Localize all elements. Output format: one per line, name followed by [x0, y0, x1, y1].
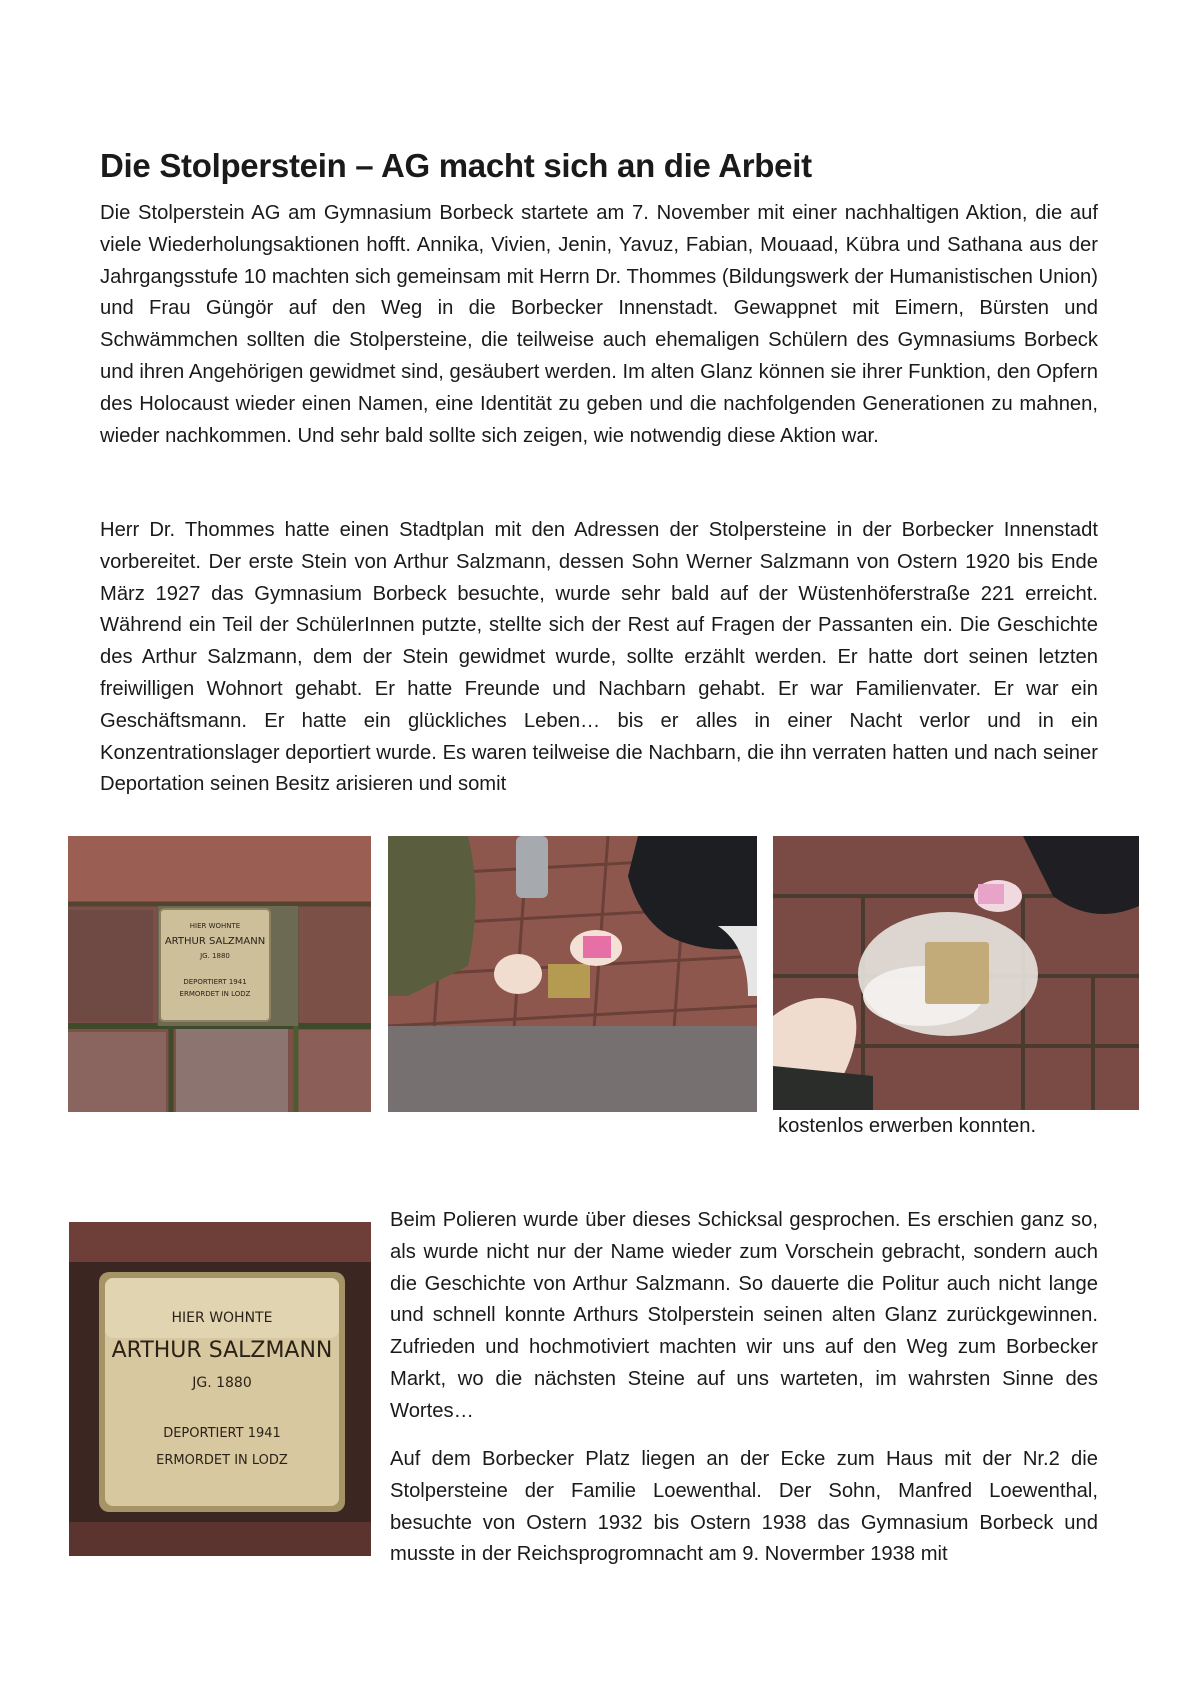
- stone-line-2: ARTHUR SALZMANN: [164, 936, 266, 947]
- polished-stone-line-4: DEPORTIERT 1941: [163, 1426, 281, 1441]
- photo-polished-stone: [69, 1222, 371, 1556]
- polished-stone-line-5: ERMORDET IN LODZ: [156, 1453, 288, 1468]
- page-title: Die Stolperstein – AG macht sich an die Arbeit: [100, 147, 812, 184]
- stone-line-4: DEPORTIERT 1941: [183, 978, 247, 986]
- photo-stolperstein-pavement: [68, 836, 371, 1112]
- photo-foam-cleaning: [773, 836, 1139, 1110]
- stone-line-5: ERMORDET IN LODZ: [179, 990, 251, 998]
- photo-students-cleaning: [388, 836, 757, 1112]
- stone-line-1: HIER WOHNTE: [189, 922, 241, 930]
- polished-stone-line-2: ARTHUR SALZMANN: [111, 1338, 333, 1363]
- paragraph-stadtplan: Herr Dr. Thommes hatte einen Stadtplan mit den Adressen der Stolpersteine in der Borbecker Innenstadt vorbereitet. Der erste Stein von Arthur Salzmann, dessen Sohn Werner Salzmann von Ostern 1920 bis Ende März 1927 das Gymnasium Borbeck besuchte, wurde sehr bald auf der Wüstenhöferstraße 221 erreicht. Während ein Teil der SchülerInnen putzte, stellte sich der Rest auf Fragen der Passanten ein. Die Geschichte des Arthur Salzmann, dem der Stein gewidmet wurde, sollte erzählt werden. Er hatte dort seinen letzten freiwilligen Wohnort gehabt. Er hatte Freunde und Nachbarn gehabt. Er war Familienvater. Er war ein Geschäftsmann. Er hatte ein glückliches Leben… bis er alles in einer Nacht verlor und in ein Konzentrationslager deportiert wurde. Es waren teilweise die Nachbarn, die ihn verraten hatten und nach seiner Deportation seinen Besitz arisieren und somit: [100, 519, 1098, 796]
- polished-stone-line-1: HIER WOHNTE: [171, 1310, 273, 1326]
- paragraph-borbecker-platz: Auf dem Borbecker Platz liegen an der Ecke zum Haus mit der Nr.2 die Stolpersteine der Familie Loewenthal. Der Sohn, Manfred Loewenthal, besuchte von Ostern 1932 bis Ostern 1938 das Gymnasium Borbeck und musste in der Reichsprogromnacht am 9. Novermber 1938 mit: [390, 1448, 1098, 1566]
- paragraph-polieren: Beim Polieren wurde über dieses Schicksal gesprochen. Es erschien ganz so, als wurde nicht nur der Name wieder zum Vorschein gebracht, sondern auch die Geschichte von Arthur Salzmann. So dauerte die Politur auch nicht lange und schnell konnte Arthurs Stolperstein seinen alten Glanz zurückgewinnen. Zufrieden und hochmotiviert machten wir uns auf den Weg zum Borbecker Markt, wo die nächsten Steine auf uns warteten, im wahrsten Sinne des Wortes…: [390, 1209, 1098, 1422]
- polished-stone-line-3: JG. 1880: [192, 1375, 252, 1391]
- paragraph-intro: Die Stolperstein AG am Gymnasium Borbeck startete am 7. November mit einer nachhaltigen Aktion, die auf viele Wiederholungsaktionen hofft. Annika, Vivien, Jenin, Yavuz, Fabian, Mouaad, Kübra und Sathana aus der Jahrgangsstufe 10 machten sich gemeinsam mit Herrn Dr. Thommes (Bildungswerk der Humanistischen Union) und Frau Güngör auf den Weg in die Borbecker Innenstadt. Gewappnet mit Eimern, Bürsten und Schwämmchen sollten die Stolpersteine, die teilweise auch ehemaligen Schülern des Gymnasiums Borbeck und ihren Angehörigen gewidmet sind, gesäubert werden. Im alten Glanz können sie ihrer Funktion, den Opfern des Holocaust wieder einen Namen, eine Identität zu geben und die nachfolgenden Generationen zu mahnen, wieder nachkommen. Und sehr bald sollte sich zeigen, wie notwendig diese Aktion war.: [100, 202, 1098, 447]
- caption-continuation: kostenlos erwerben konnten.: [778, 1115, 1037, 1137]
- stone-line-3: JG. 1880: [200, 952, 230, 960]
